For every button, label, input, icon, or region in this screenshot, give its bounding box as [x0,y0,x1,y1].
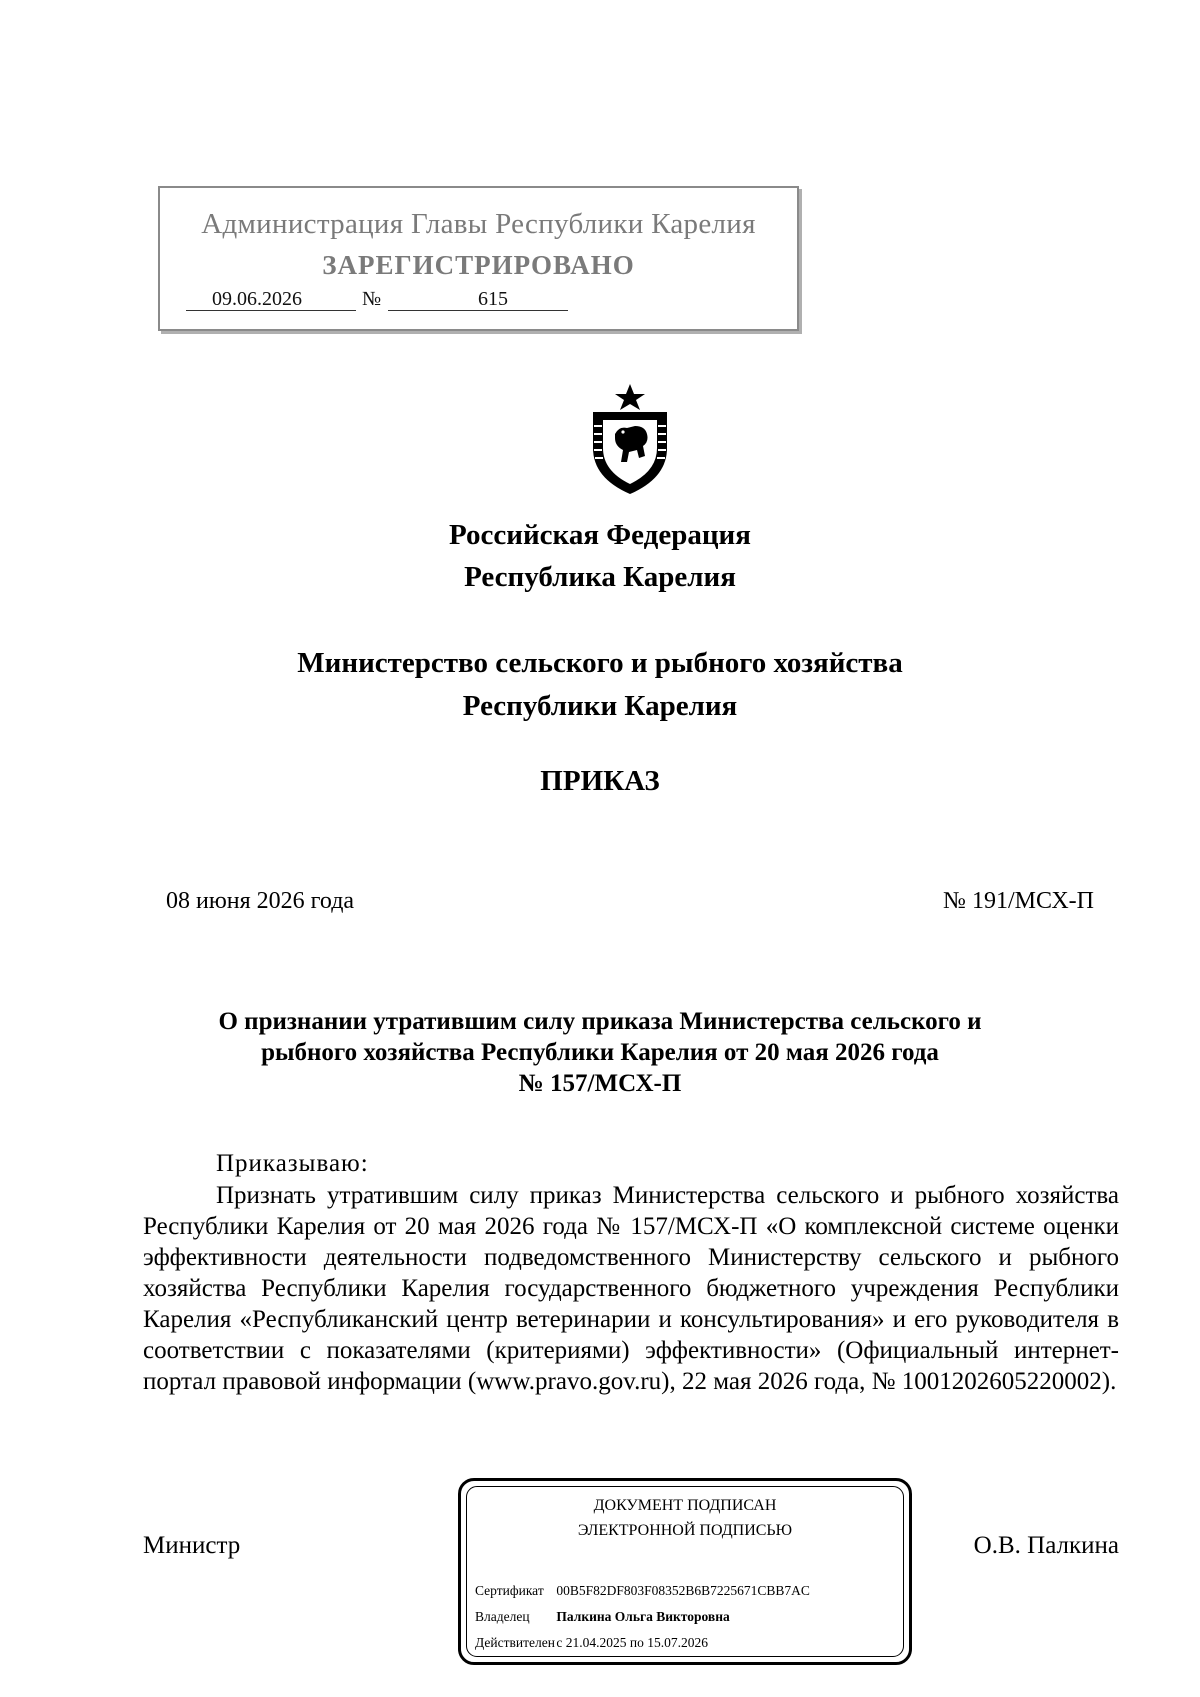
document-title [150,1006,1050,1099]
esignature-heading-line2: ЭЛЕКТРОННОЙ ПОДПИСЬЮ [577,1522,793,1539]
ministry-heading-line2: Республики Карелия [462,690,738,722]
document-type: ПРИКАЗ [540,765,660,797]
esignature-owner-row [475,1609,730,1625]
esignature-owner-label: Владелец [475,1609,530,1624]
order-body-text: Признать утратившим силу приказ Министерства сельского и рыбного хозяйства Республики Карелия от 20 мая 2026 года № 157/МСХ-П «О комплексной системе оценки эффективности деятельности подведомственного Министерству сельского и рыбного хозяйства Республики Карелия государственного бюджетного учреждения Республики Карелия «Республиканский центр ветеринарии и консультирования» и его руководителя в соответствии с показателями (критериями) эффективности» (Официальный интернет-портал правовой информации (www.pravo.gov.ru), 22 мая 2026 года, № 1001202605220002). [143,1182,1119,1395]
esignature-validity-value: с 21.04.2025 по 15.07.2026 [556,1635,708,1650]
signer-title: Министр [143,1532,241,1559]
electronic-signature-stamp [458,1478,912,1665]
esignature-certificate-label: Сертификат [475,1583,544,1598]
registration-number: 615 [478,288,508,310]
coat-of-arms-of-karelia-icon [585,382,675,496]
esignature-validity-row [475,1635,708,1651]
region-heading: Республика Карелия [464,561,736,593]
ministry-heading-line1: Министерство сельского и рыбного хозяйства [297,647,903,679]
esignature-validity-label: Действителен [475,1635,555,1650]
country-heading: Российская Федерация [449,519,751,551]
registration-number-symbol: № [362,288,382,310]
esignature-owner-value: Палкина Ольга Викторовна [556,1609,730,1624]
registration-organization: Администрация Главы Республики Карелия [201,208,756,240]
order-lead-text: Приказываю: [216,1150,369,1177]
esignature-certificate-value: 00B5F82DF803F08352B6B7225671CBB7AC [556,1583,810,1598]
document-title-line2: рыбного хозяйства Республики Карелия от 20 мая 2026 года [261,1039,939,1066]
registration-stamp [158,186,799,331]
document-date: 08 июня 2026 года [166,888,355,914]
esignature-certificate-row [475,1583,810,1599]
esignature-heading-line1: ДОКУМЕНТ ПОДПИСАН [593,1497,777,1514]
document-title-line1: О признании утратившим силу приказа Министерства сельского и [218,1008,982,1035]
signer-name: О.В. Палкина [973,1532,1119,1559]
document-title-line3: № 157/МСХ-П [518,1070,682,1097]
registration-date: 09.06.2026 [212,288,302,310]
registration-status: ЗАРЕГИСТРИРОВАНО [322,250,635,280]
document-number: № 191/МСХ-П [943,888,1094,914]
